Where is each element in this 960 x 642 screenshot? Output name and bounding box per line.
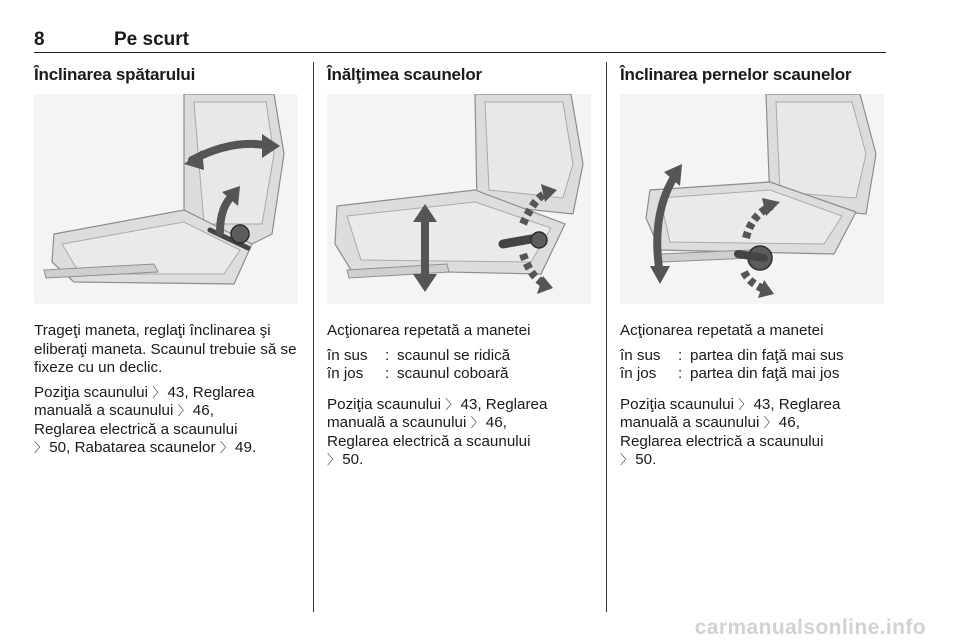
- section-seat-height: [327, 64, 595, 470]
- instruction-text: Trageţi maneta, reglaţi înclinarea şi eliberaţi maneta. Scaunul trebuie să se fixeze cu un declic.: [34, 322, 297, 376]
- cross-references: Poziţia scaunului 〉 43, Reglarea manuală a scaunului 〉 46, Reglarea electrică a scaunului 〉 50.: [620, 395, 841, 468]
- page-ref-icon: 〉: [177, 403, 191, 418]
- backrest-recline-illustration: [34, 94, 298, 304]
- chapter-title: Pe scurt: [114, 29, 189, 50]
- intro-text: Acţionarea repetată a manetei: [620, 322, 824, 339]
- action-table: [620, 347, 888, 384]
- table-row: în sus : partea din faţă mai sus: [620, 346, 844, 364]
- page-ref-icon: 〉: [738, 396, 752, 412]
- cross-references: Poziţia scaunului 〉 43, Reglarea manuală a scaunului 〉 46, Reglarea electrică a scaunului 〉 50.: [327, 395, 548, 468]
- cushion-tilt-illustration: [620, 94, 884, 304]
- section-backrest-recline: [34, 64, 302, 458]
- page-ref-icon: 〉: [327, 452, 341, 467]
- page-ref-icon: 〉: [152, 384, 166, 400]
- watermark: carmanualsonline.info: [694, 616, 926, 639]
- page-ref-icon: 〉: [445, 396, 459, 412]
- column-divider: [313, 62, 314, 612]
- table-row: în jos : scaunul coboară: [327, 365, 509, 382]
- section-title: Înălţimea scaunelor: [327, 65, 482, 84]
- page-ref-icon: 〉: [34, 440, 48, 455]
- seat-height-illustration: [327, 94, 591, 304]
- cross-references: Poziţia scaunului 〉 43, Reglarea manuală a scaunului 〉 46, Reglarea electrică a scaunului 〉 50, Rabatarea scaunelor 〉 49.: [34, 383, 257, 456]
- table-row: în jos : partea din faţă mai jos: [620, 365, 840, 382]
- page-header: [34, 26, 886, 53]
- column-divider: [606, 62, 607, 612]
- page-number: 8: [34, 29, 45, 50]
- page-ref-icon: 〉: [470, 415, 484, 430]
- section-title: Înclinarea spătarului: [34, 65, 196, 84]
- page-ref-icon: 〉: [620, 452, 634, 467]
- table-row: în sus : scaunul se ridică: [327, 346, 511, 364]
- page-ref-icon: 〉: [219, 440, 233, 455]
- section-cushion-tilt: [620, 64, 888, 470]
- section-title: Înclinarea pernelor scaunelor: [620, 65, 852, 84]
- action-table: [327, 347, 595, 384]
- page-ref-icon: 〉: [763, 415, 777, 430]
- intro-text: Acţionarea repetată a manetei: [327, 322, 531, 339]
